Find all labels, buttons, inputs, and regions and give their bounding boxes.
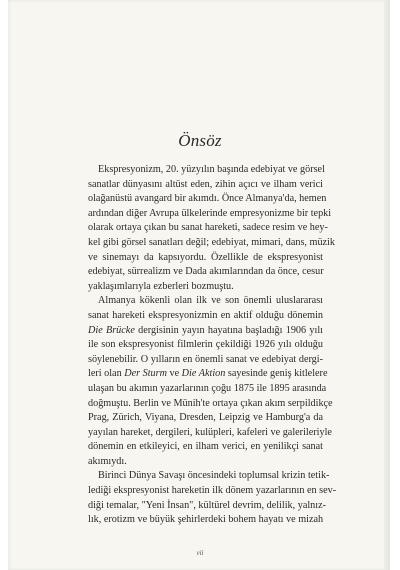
text-line: Prag, Zürich, Viyana, Dresden, Leipzig ve Hamburg'a da [88,412,323,424]
text-line: yaklaşımlarıyla ezberleri bozmuştu. [88,280,234,292]
text-line: Die Brücke dergisinin yayın hayatına başladığı 1906 yılı [88,324,323,336]
text-line: ile son ekspresyonist filmlerin çekildiği 1926 yılı olduğu [88,339,323,351]
text-line: söylenebilir. O yılların en önemli sanat ve edebiyat dergi- [88,353,323,365]
text-line: lık, erotizm ve büyük şehirlerdeki bohem hayatı ve mizah [88,514,324,526]
text-line: yayılan hareket, dergileri, kulüpleri, kafeleri ve galerileriyle [88,426,332,438]
text-line: olağanüstü avangard bir akımdı. Önce Almanya'da, hemen [88,193,327,205]
text-line: Ekspresyonizm, 20. yüzyılın başında edebiyat ve görsel [98,164,325,175]
text-line: ulaşan bu akımın yazarlarının çoğu 1875 ile 1895 arasında [88,382,327,394]
text-line: sanat hareketi ekspresyonizmin en aktif olduğu dönemin [88,309,323,321]
body-text [88,163,337,528]
text-line: doğmuştu. Berlin ve Münih'te ortaya çıkan akım serpildikçe [88,397,333,409]
text-line: Almanya kökenli olan ilk ve son önemli uluslararası [98,295,323,307]
text-line: diği temalar, "Yeni İnsan", kültürel devrim, delilik, yalnız- [88,499,327,511]
text-line: dönemin en etkileyici, en ilham verici, en yenilikçi sanat [88,441,323,453]
text-line: akımıydı. [88,455,127,467]
text-line: edebiyat, sürrealizm ve Dada akımlarından da önce, cesur [88,266,324,278]
text-line: olarak ortaya çıkan bu sanat hareketi, sadece resim ve hey- [88,222,328,234]
chapter-title: Önsöz [178,131,222,150]
text-line: sanatlar dünyasını altüst eden, zihin açıcı ve ilham verici [88,178,323,190]
text-line: kel gibi görsel sanatları değil; edebiyat, mimari, dans, müzik [88,236,335,248]
text-line: leri olan Der Sturm ve Die Aktion sayesinde geniş kitlelere [88,368,328,380]
text-line: ve sinemayı da kapsıyordu. Özellikle de ekspresyonist [88,251,323,263]
text-line: Birinci Dünya Savaşı öncesindeki toplumsal krizin tetik- [98,470,330,482]
text-line: ardından diğer Avrupa ülkelerinde empresyonizme bir tepki [88,207,332,219]
page-number: vii [196,549,204,557]
page-edge [384,0,390,570]
text-line: lediği ekspresyonist hareketin ilk dönem yazarlarının en sev- [88,485,337,497]
